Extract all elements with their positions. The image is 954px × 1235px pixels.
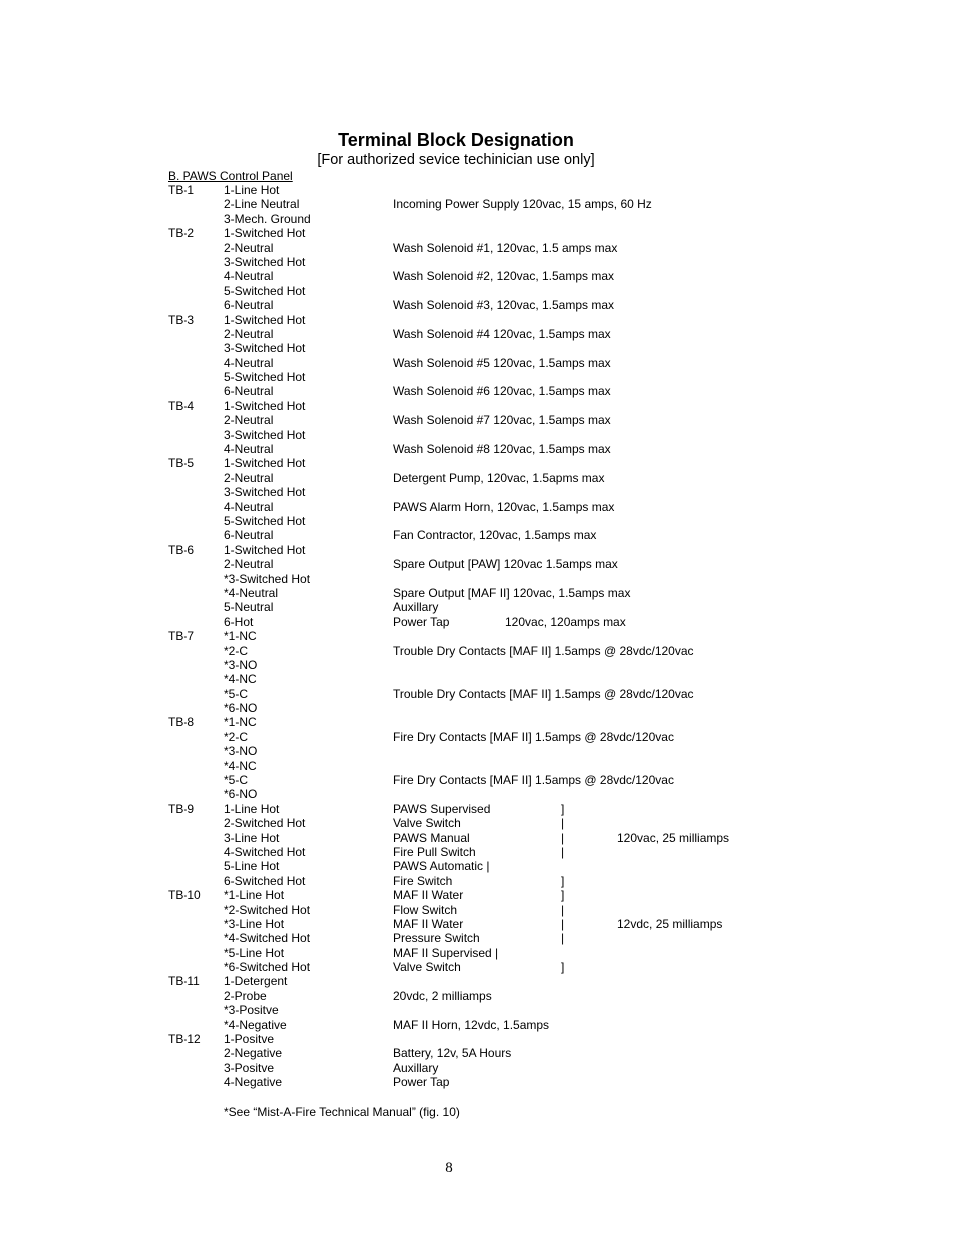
terminal-label: 6-Hot: [224, 614, 254, 629]
terminal-description: Wash Solenoid #2, 120vac, 1.5amps max: [393, 269, 615, 284]
terminal-label: *1-NC: [224, 629, 257, 644]
terminal-label: 6-Switched Hot: [224, 873, 306, 888]
terminal-description: PAWS Alarm Horn, 120vac, 1.5amps max: [393, 499, 615, 514]
bracket-mark: |: [561, 816, 565, 831]
terminal-label: 3-Switched Hot: [224, 427, 306, 442]
terminal-label: 1-Switched Hot: [224, 398, 306, 413]
terminal-description: Fire Dry Contacts [MAF II] 1.5amps @ 28vdc/120vac: [393, 773, 674, 788]
terminal-label: 6-Neutral: [224, 384, 274, 399]
terminal-label: *6-Switched Hot: [224, 960, 311, 975]
table-row: [0, 787, 954, 801]
terminal-label: 1-Line Hot: [224, 801, 280, 816]
terminal-label: *2-Switched Hot: [224, 902, 311, 917]
table-row: [0, 356, 954, 370]
table-row: [0, 226, 954, 240]
terminal-label: 2-Negative: [224, 1046, 283, 1061]
terminal-label: *4-Neutral: [224, 585, 279, 600]
table-row: [0, 687, 954, 701]
terminal-block-id: TB-7: [168, 629, 195, 644]
table-row: [0, 370, 954, 384]
table-row: [0, 874, 954, 888]
table-row: [0, 255, 954, 269]
terminal-label: 1-Detergent: [224, 974, 288, 989]
table-row: [0, 212, 954, 226]
table-row: [0, 845, 954, 859]
terminal-label: *4-NC: [224, 758, 257, 773]
terminal-description: Wash Solenoid #6 120vac, 1.5amps max: [393, 384, 611, 399]
terminal-label: *4-Negative: [224, 1017, 287, 1032]
terminal-description: Battery, 12v, 5A Hours: [393, 1046, 512, 1061]
terminal-label: 1-Switched Hot: [224, 542, 306, 557]
terminal-block-id: TB-1: [168, 183, 195, 197]
bracket-mark: |: [561, 931, 565, 946]
terminal-label: 5-Switched Hot: [224, 513, 306, 528]
terminal-label: 6-Neutral: [224, 298, 274, 313]
table-row: [0, 960, 954, 974]
terminal-label: 5-Switched Hot: [224, 283, 306, 298]
terminal-label: *3-Line Hot: [224, 916, 285, 931]
group-spec: 120vac, 25 milliamps: [617, 830, 730, 845]
table-row: [0, 456, 954, 470]
terminal-label: 3-Positve: [224, 1060, 275, 1075]
terminal-description: Valve Switch: [393, 960, 461, 975]
terminal-description: Wash Solenoid #5 120vac, 1.5amps max: [393, 355, 611, 370]
table-row: [0, 1046, 954, 1060]
terminal-description: Trouble Dry Contacts [MAF II] 1.5amps @ 28vdc/120vac: [393, 643, 694, 658]
terminal-description: Spare Output [MAF II] 120vac, 1.5amps max: [393, 585, 631, 600]
page-number: 8: [445, 1160, 453, 1176]
table-row: [0, 1061, 954, 1075]
table-row: [0, 572, 954, 586]
terminal-block-id: TB-5: [168, 456, 195, 471]
terminal-description: Fire Pull Switch: [393, 844, 476, 859]
bracket-mark: ]: [561, 873, 565, 888]
terminal-label: 3-Switched Hot: [224, 341, 306, 356]
table-row: [0, 644, 954, 658]
table-row: [0, 399, 954, 413]
table-row: [0, 586, 954, 600]
table-row: [0, 715, 954, 729]
table-row: [0, 428, 954, 442]
terminal-description: Wash Solenoid #3, 120vac, 1.5amps max: [393, 298, 615, 313]
terminal-label: 5-Line Hot: [224, 859, 280, 874]
terminal-description: 20vdc, 2 milliamps: [393, 988, 492, 1003]
table-row: [0, 1075, 954, 1089]
table-row: [0, 989, 954, 1003]
terminal-description: Trouble Dry Contacts [MAF II] 1.5amps @ 28vdc/120vac: [393, 686, 694, 701]
terminal-label: 2-Neutral: [224, 326, 274, 341]
terminal-label: 2-Neutral: [224, 557, 274, 572]
table-row: [0, 974, 954, 988]
terminal-description: Power Tap: [393, 614, 450, 629]
terminal-description: Wash Solenoid #1, 120vac, 1.5 amps max: [393, 240, 618, 255]
table-row: [0, 1032, 954, 1046]
table-row: [0, 802, 954, 816]
terminal-label: 3-Line Hot: [224, 830, 280, 845]
bracket-mark: ]: [561, 801, 565, 816]
terminal-label: *1-NC: [224, 715, 257, 730]
table-row: [0, 197, 954, 211]
terminal-description: Fire Dry Contacts [MAF II] 1.5amps @ 28vdc/120vac: [393, 729, 674, 744]
terminal-block-id: TB-9: [168, 801, 195, 816]
table-row: [0, 917, 954, 931]
bracket-mark: |: [561, 902, 565, 917]
terminal-label: 2-Neutral: [224, 470, 274, 485]
terminal-label: 4-Switched Hot: [224, 844, 306, 859]
footnote: *See “Mist-A-Fire Technical Manual” (fig. 10): [224, 1105, 460, 1119]
table-row: [0, 1003, 954, 1017]
bracket-mark: |: [561, 916, 565, 931]
page-subtitle: [For authorized sevice techinician use only]: [317, 152, 595, 168]
terminal-description: Wash Solenoid #4 120vac, 1.5amps max: [393, 326, 611, 341]
table-row: [0, 543, 954, 557]
terminal-label: 2-Switched Hot: [224, 816, 306, 831]
terminal-label: 4-Neutral: [224, 499, 274, 514]
terminal-label: 3-Mech. Ground: [224, 211, 311, 226]
table-row: [0, 831, 954, 845]
terminal-block-id: TB-8: [168, 715, 195, 730]
table-row: [0, 816, 954, 830]
terminal-description: Fire Switch: [393, 873, 453, 888]
terminal-label: 1-Line Hot: [224, 183, 280, 197]
terminal-label: 5-Neutral: [224, 600, 274, 615]
terminal-label: *1-Line Hot: [224, 888, 285, 903]
terminal-label: 2-Probe: [224, 988, 267, 1003]
table-row: [0, 500, 954, 514]
table-row: [0, 269, 954, 283]
bracket-mark: ]: [561, 888, 565, 903]
terminal-label: *4-NC: [224, 672, 257, 687]
table-row: [0, 241, 954, 255]
terminal-description: Detergent Pump, 120vac, 1.5apms max: [393, 470, 605, 485]
bracket-mark: ]: [561, 960, 565, 975]
terminal-label: *6-NO: [224, 701, 258, 716]
terminal-label: *3-Positve: [224, 1003, 279, 1018]
table-row: [0, 773, 954, 787]
terminal-block-id: TB-12: [168, 1032, 201, 1047]
terminal-label: 1-Positve: [224, 1032, 275, 1047]
terminal-label: *6-NO: [224, 787, 258, 802]
table-row: [0, 384, 954, 398]
terminal-label: *2-C: [224, 729, 249, 744]
table-row: [0, 557, 954, 571]
table-row: [0, 658, 954, 672]
table-row: [0, 903, 954, 917]
terminal-label: 2-Neutral: [224, 240, 274, 255]
table-row: [0, 629, 954, 643]
bracket-mark: |: [561, 830, 565, 845]
terminal-block-table: [0, 183, 954, 1090]
terminal-description: Flow Switch: [393, 902, 458, 917]
table-row: [0, 859, 954, 873]
terminal-label: 4-Neutral: [224, 269, 274, 284]
terminal-block-id: TB-4: [168, 398, 195, 413]
terminal-description: MAF II Horn, 12vdc, 1.5amps: [393, 1017, 550, 1032]
table-row: [0, 946, 954, 960]
table-row: [0, 1018, 954, 1032]
table-row: [0, 759, 954, 773]
table-row: [0, 528, 954, 542]
terminal-label: 3-Switched Hot: [224, 254, 306, 269]
terminal-label: 6-Neutral: [224, 528, 274, 543]
terminal-rating: 120vac, 120amps max: [505, 614, 626, 629]
terminal-description: PAWS Automatic |: [393, 859, 490, 874]
table-row: [0, 413, 954, 427]
table-row: [0, 183, 954, 197]
terminal-label: 4-Negative: [224, 1075, 283, 1090]
terminal-description: Power Tap: [393, 1075, 450, 1090]
terminal-block-id: TB-11: [168, 974, 200, 989]
terminal-label: *3-Switched Hot: [224, 571, 311, 586]
terminal-label: 4-Neutral: [224, 355, 274, 370]
terminal-description: MAF II Water: [393, 888, 464, 903]
terminal-block-id: TB-10: [168, 888, 201, 903]
terminal-label: 1-Switched Hot: [224, 456, 306, 471]
terminal-label: 1-Switched Hot: [224, 312, 306, 327]
table-row: [0, 485, 954, 499]
terminal-label: *2-C: [224, 643, 249, 658]
terminal-description: Auxillary: [393, 600, 439, 615]
terminal-label: *5-C: [224, 773, 249, 788]
table-row: [0, 600, 954, 614]
table-row: [0, 284, 954, 298]
table-row: [0, 327, 954, 341]
terminal-description: PAWS Manual: [393, 830, 470, 845]
terminal-label: 2-Neutral: [224, 413, 274, 428]
terminal-description: Spare Output [PAW] 120vac 1.5amps max: [393, 557, 618, 572]
terminal-label: 1-Switched Hot: [224, 226, 306, 241]
table-row: [0, 313, 954, 327]
page-title: Terminal Block Designation: [338, 130, 574, 150]
table-row: [0, 341, 954, 355]
terminal-label: *4-Switched Hot: [224, 931, 311, 946]
terminal-label: *5-C: [224, 686, 249, 701]
terminal-label: *3-NO: [224, 744, 258, 759]
bracket-mark: |: [561, 844, 565, 859]
terminal-description: Wash Solenoid #8 120vac, 1.5amps max: [393, 442, 611, 457]
terminal-label: 5-Switched Hot: [224, 370, 306, 385]
section-heading: B. PAWS Control Panel: [168, 169, 293, 183]
table-row: [0, 298, 954, 312]
terminal-description: PAWS Supervised: [393, 801, 491, 816]
group-spec: 12vdc, 25 milliamps: [617, 916, 723, 931]
table-row: [0, 514, 954, 528]
table-row: [0, 888, 954, 902]
table-row: [0, 701, 954, 715]
table-row: [0, 615, 954, 629]
table-row: [0, 442, 954, 456]
terminal-label: *3-NO: [224, 657, 258, 672]
terminal-description: Fan Contractor, 120vac, 1.5amps max: [393, 528, 597, 543]
terminal-label: 2-Line Neutral: [224, 197, 300, 212]
terminal-block-id: TB-2: [168, 226, 195, 241]
terminal-description: MAF II Supervised |: [393, 945, 499, 960]
terminal-description: MAF II Water: [393, 916, 464, 931]
terminal-label: 3-Switched Hot: [224, 485, 306, 500]
terminal-block-id: TB-6: [168, 542, 195, 557]
terminal-description: Valve Switch: [393, 816, 461, 831]
terminal-label: *5-Line Hot: [224, 945, 285, 960]
table-row: [0, 744, 954, 758]
terminal-description: Wash Solenoid #7 120vac, 1.5amps max: [393, 413, 611, 428]
table-row: [0, 931, 954, 945]
terminal-description: Incoming Power Supply 120vac, 15 amps, 60 Hz: [393, 197, 652, 212]
terminal-description: Auxillary: [393, 1060, 439, 1075]
terminal-description: Pressure Switch: [393, 931, 480, 946]
terminal-label: 4-Neutral: [224, 442, 274, 457]
terminal-block-id: TB-3: [168, 312, 195, 327]
table-row: [0, 471, 954, 485]
table-row: [0, 672, 954, 686]
table-row: [0, 730, 954, 744]
